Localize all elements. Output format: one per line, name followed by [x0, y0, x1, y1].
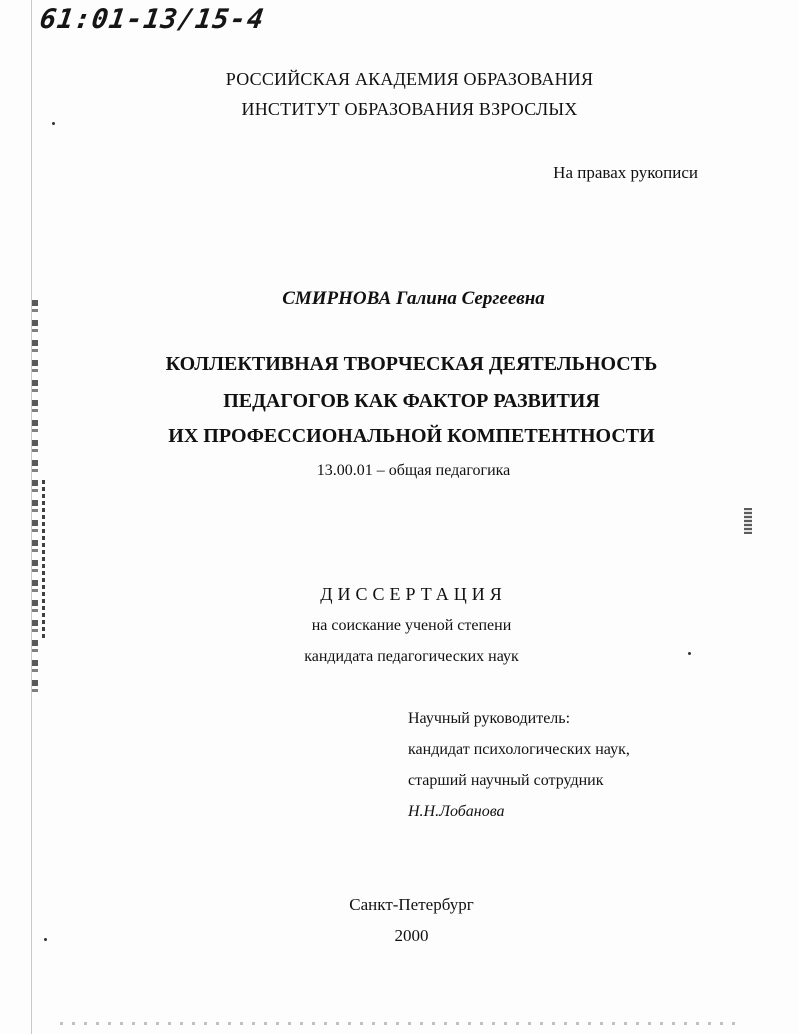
- scan-right-artifact: [744, 508, 752, 534]
- degree-line-2: кандидата педагогических наук: [304, 648, 519, 665]
- dissertation-title-line-2: ПЕДАГОГОВ КАК ФАКТОР РАЗВИТИЯ: [223, 390, 600, 412]
- organization-line-2: ИНСТИТУТ ОБРАЗОВАНИЯ ВЗРОСЛЫХ: [241, 99, 578, 119]
- supervisor-name: Н.Н.Лобанова: [408, 803, 505, 820]
- supervisor-degree: кандидат психологических наук,: [408, 741, 630, 758]
- specialty-code: 13.00.01 – общая педагогика: [316, 462, 511, 479]
- manuscript-note: На правах рукописи: [553, 163, 698, 182]
- author-name: СМИРНОВА Галина Сергеевна: [282, 288, 545, 309]
- dissertation-title-line-3: ИХ ПРОФЕССИОНАЛЬНОЙ КОМПЕТЕНТНОСТИ: [168, 425, 655, 447]
- supervisor-position: старший научный сотрудник: [408, 772, 604, 789]
- scan-binding-artifact-secondary: [42, 480, 45, 640]
- city: Санкт-Петербург: [349, 895, 474, 914]
- document-type: ДИССЕРТАЦИЯ: [320, 584, 507, 604]
- organization-line-1: РОССИЙСКАЯ АКАДЕМИЯ ОБРАЗОВАНИЯ: [225, 69, 594, 89]
- supervisor-label: Научный руководитель:: [408, 710, 571, 727]
- scan-speck: [52, 122, 55, 125]
- degree-line-1: на соискание ученой степени: [311, 617, 512, 634]
- handwritten-archive-code: 61:01-13/15-4: [37, 4, 267, 35]
- scan-bottom-artifact: [60, 1022, 740, 1025]
- year: 2000: [394, 926, 429, 945]
- dissertation-title-line-1: КОЛЛЕКТИВНАЯ ТВОРЧЕСКАЯ ДЕЯТЕЛЬНОСТЬ: [165, 353, 658, 375]
